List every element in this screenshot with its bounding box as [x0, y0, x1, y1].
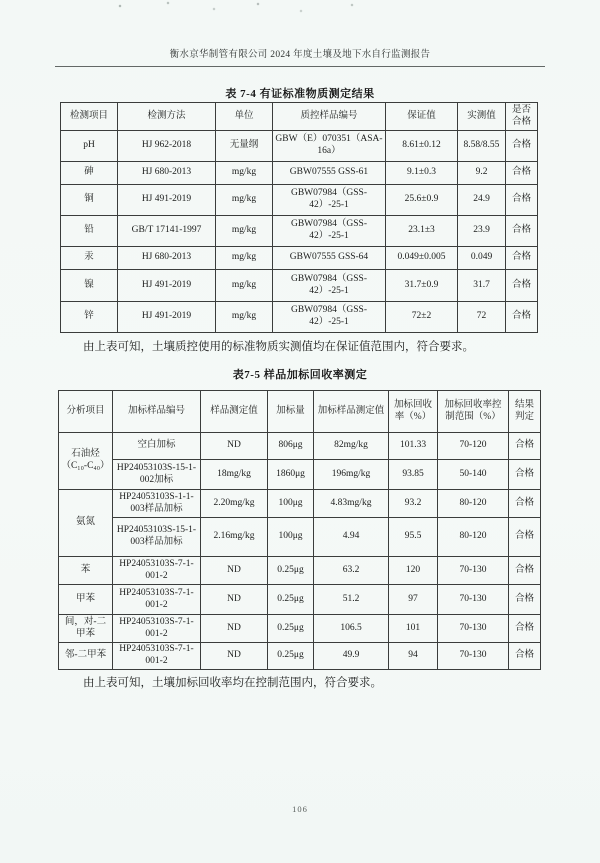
- table-cell: GBW07555 GSS-61: [273, 162, 386, 185]
- table-cell: 95.5: [389, 518, 438, 557]
- table-cell: 砷: [61, 162, 118, 185]
- table-row: [59, 615, 541, 643]
- table-row: [61, 270, 538, 302]
- table-cell: 120: [389, 557, 438, 585]
- table-cell: HP24053103S-1-1-003样品加标: [113, 490, 201, 518]
- table-row: [61, 302, 538, 333]
- table-cell: HJ 491-2019: [118, 302, 216, 333]
- column-header-certified-value: 保证值: [386, 103, 458, 131]
- table-cell: 63.2: [314, 557, 389, 585]
- table-cell: 合格: [509, 585, 541, 615]
- table-row: [61, 131, 538, 162]
- table-cell: 51.2: [314, 585, 389, 615]
- table-cell: HJ 491-2019: [118, 185, 216, 216]
- table-cell: 93.2: [389, 490, 438, 518]
- table-7-5: [58, 390, 541, 670]
- table-cell: 101: [389, 615, 438, 643]
- table-cell: 无量纲: [216, 131, 273, 162]
- table-cell: 1860μg: [268, 460, 314, 490]
- table-row: [61, 247, 538, 270]
- table-cell: HJ 680-2013: [118, 162, 216, 185]
- column-header-spiked-sample-no: 加标样品编号: [113, 391, 201, 433]
- table-cell: GBW07984（GSS-42）-25-1: [273, 185, 386, 216]
- table-cell: 合格: [509, 643, 541, 670]
- column-header-qualified: 是否合格: [506, 103, 538, 131]
- table-cell: GBW07984（GSS-42）-25-1: [273, 216, 386, 247]
- table-cell: 49.9: [314, 643, 389, 670]
- column-header-recovery-rate: 加标回收率（%）: [389, 391, 438, 433]
- table-cell: GBW（E）070351（ASA-16a）: [273, 131, 386, 162]
- table-7-4-title: 表 7-4 有证标准物质测定结果: [225, 88, 375, 100]
- table-cell: 70-130: [438, 585, 509, 615]
- table-cell: HJ 491-2019: [118, 270, 216, 302]
- table-cell: 9.1±0.3: [386, 162, 458, 185]
- table-cell: GBW07984（GSS-42）-25-1: [273, 270, 386, 302]
- table-cell: mg/kg: [216, 247, 273, 270]
- column-header-recovery-control-range: 加标回收率控制范围（%）: [438, 391, 509, 433]
- note-paragraph-table-7-5: 由上表可知，土壤加标回收率均在控制范围内，符合要求。: [83, 677, 382, 689]
- table-cell: 31.7: [458, 270, 506, 302]
- table-cell: 72: [458, 302, 506, 333]
- table-row: [59, 490, 541, 518]
- table-cell: 82mg/kg: [314, 433, 389, 460]
- table-row: [59, 433, 541, 460]
- table-cell: 101.33: [389, 433, 438, 460]
- page-number: 106: [292, 804, 308, 814]
- table-header-row: [61, 103, 538, 131]
- table-cell: ND: [201, 643, 268, 670]
- table-cell: GB/T 17141-1997: [118, 216, 216, 247]
- table-cell: 80-120: [438, 518, 509, 557]
- table-cell: 106.5: [314, 615, 389, 643]
- table-cell: 2.20mg/kg: [201, 490, 268, 518]
- analysis-item-cell: 氨氮: [59, 490, 113, 557]
- table-cell: 合格: [509, 433, 541, 460]
- column-header-spike-amount: 加标量: [268, 391, 314, 433]
- table-cell: 合格: [509, 460, 541, 490]
- table-cell: 196mg/kg: [314, 460, 389, 490]
- note-paragraph-table-7-4: 由上表可知，土壤质控使用的标准物质实测值均在保证值范围内，符合要求。: [83, 341, 474, 353]
- table-cell: GBW07984（GSS-42）-25-1: [273, 302, 386, 333]
- table-cell: 70-120: [438, 433, 509, 460]
- table-cell: ND: [201, 585, 268, 615]
- table-cell: 0.049±0.005: [386, 247, 458, 270]
- column-header-item: 检测项目: [61, 103, 118, 131]
- table-cell: 806μg: [268, 433, 314, 460]
- table-cell: 8.58/8.55: [458, 131, 506, 162]
- table-row: [59, 585, 541, 615]
- table-cell: 70-130: [438, 557, 509, 585]
- table-cell: 合格: [506, 162, 538, 185]
- table-cell: 70-130: [438, 615, 509, 643]
- table-cell: 100μg: [268, 518, 314, 557]
- table-cell: 93.85: [389, 460, 438, 490]
- table-cell: mg/kg: [216, 302, 273, 333]
- table-cell: 23.9: [458, 216, 506, 247]
- table-row: [61, 216, 538, 247]
- table-cell: mg/kg: [216, 185, 273, 216]
- table-row: [59, 518, 541, 557]
- column-header-spiked-sample-value: 加标样品测定值: [314, 391, 389, 433]
- table-cell: 合格: [509, 518, 541, 557]
- table-cell: 25.6±0.9: [386, 185, 458, 216]
- analysis-item-cell: 石油烃（C₁₀-C₄₀）: [59, 433, 113, 490]
- table-cell: 0.25μg: [268, 643, 314, 670]
- table-cell: 9.2: [458, 162, 506, 185]
- table-cell: 72±2: [386, 302, 458, 333]
- table-cell: 合格: [506, 185, 538, 216]
- table-cell: 4.83mg/kg: [314, 490, 389, 518]
- table-cell: 汞: [61, 247, 118, 270]
- table-row: [59, 643, 541, 670]
- table-cell: 0.25μg: [268, 615, 314, 643]
- column-header-result: 结果判定: [509, 391, 541, 433]
- document-header: 衡水京华制管有限公司 2024 年度土壤及地下水自行监测报告: [55, 46, 545, 67]
- column-header-sample-value: 样品测定值: [201, 391, 268, 433]
- table-row: [59, 557, 541, 585]
- table-cell: HP24053103S-15-1-003样品加标: [113, 518, 201, 557]
- table-cell: 空白加标: [113, 433, 201, 460]
- table-7-5-title: 表7-5 样品加标回收率测定: [232, 369, 368, 381]
- table-row: [59, 460, 541, 490]
- table-cell: 合格: [509, 557, 541, 585]
- table-row: [61, 185, 538, 216]
- table-cell: 97: [389, 585, 438, 615]
- table-cell: HP24053103S-7-1-001-2: [113, 585, 201, 615]
- table-cell: 70-130: [438, 643, 509, 670]
- table-cell: 合格: [506, 131, 538, 162]
- table-cell: mg/kg: [216, 162, 273, 185]
- table-cell: 合格: [506, 216, 538, 247]
- table-cell: 铅: [61, 216, 118, 247]
- table-cell: mg/kg: [216, 216, 273, 247]
- table-cell: HP24053103S-7-1-001-2: [113, 557, 201, 585]
- table-header-row: [59, 391, 541, 433]
- table-cell: 合格: [506, 270, 538, 302]
- table-cell: 铜: [61, 185, 118, 216]
- table-cell: 0.25μg: [268, 585, 314, 615]
- table-cell: ND: [201, 615, 268, 643]
- table-cell: 31.7±0.9: [386, 270, 458, 302]
- table-cell: 合格: [509, 615, 541, 643]
- table-cell: HP24053103S-15-1-002加标: [113, 460, 201, 490]
- table-cell: 0.25μg: [268, 557, 314, 585]
- table-cell: 100μg: [268, 490, 314, 518]
- table-cell: mg/kg: [216, 270, 273, 302]
- table-cell: 2.16mg/kg: [201, 518, 268, 557]
- table-cell: 0.049: [458, 247, 506, 270]
- table-cell: 合格: [506, 302, 538, 333]
- table-cell: HP24053103S-7-1-001-2: [113, 615, 201, 643]
- table-cell: 24.9: [458, 185, 506, 216]
- column-header-unit: 单位: [216, 103, 273, 131]
- table-cell: ND: [201, 433, 268, 460]
- column-header-qc-sample-no: 质控样品编号: [273, 103, 386, 131]
- analysis-item-cell: 邻-二甲苯: [59, 643, 113, 670]
- table-cell: 80-120: [438, 490, 509, 518]
- column-header-measured-value: 实测值: [458, 103, 506, 131]
- table-cell: pH: [61, 131, 118, 162]
- column-header-method: 检测方法: [118, 103, 216, 131]
- table-cell: ND: [201, 557, 268, 585]
- analysis-item-cell: 甲苯: [59, 585, 113, 615]
- table-cell: 18mg/kg: [201, 460, 268, 490]
- table-cell: 4.94: [314, 518, 389, 557]
- table-cell: 锌: [61, 302, 118, 333]
- table-7-4: [60, 102, 538, 333]
- table-cell: 镍: [61, 270, 118, 302]
- table-cell: 50-140: [438, 460, 509, 490]
- table-cell: HJ 962-2018: [118, 131, 216, 162]
- table-cell: GBW07555 GSS-64: [273, 247, 386, 270]
- table-cell: HJ 680-2013: [118, 247, 216, 270]
- table-row: [61, 162, 538, 185]
- table-cell: 94: [389, 643, 438, 670]
- table-cell: 合格: [506, 247, 538, 270]
- table-cell: 8.61±0.12: [386, 131, 458, 162]
- table-cell: HP24053103S-7-1-001-2: [113, 643, 201, 670]
- table-cell: 合格: [509, 490, 541, 518]
- column-header-analysis-item: 分析项目: [59, 391, 113, 433]
- analysis-item-cell: 苯: [59, 557, 113, 585]
- table-cell: 23.1±3: [386, 216, 458, 247]
- analysis-item-cell: 间，对-二甲苯: [59, 615, 113, 643]
